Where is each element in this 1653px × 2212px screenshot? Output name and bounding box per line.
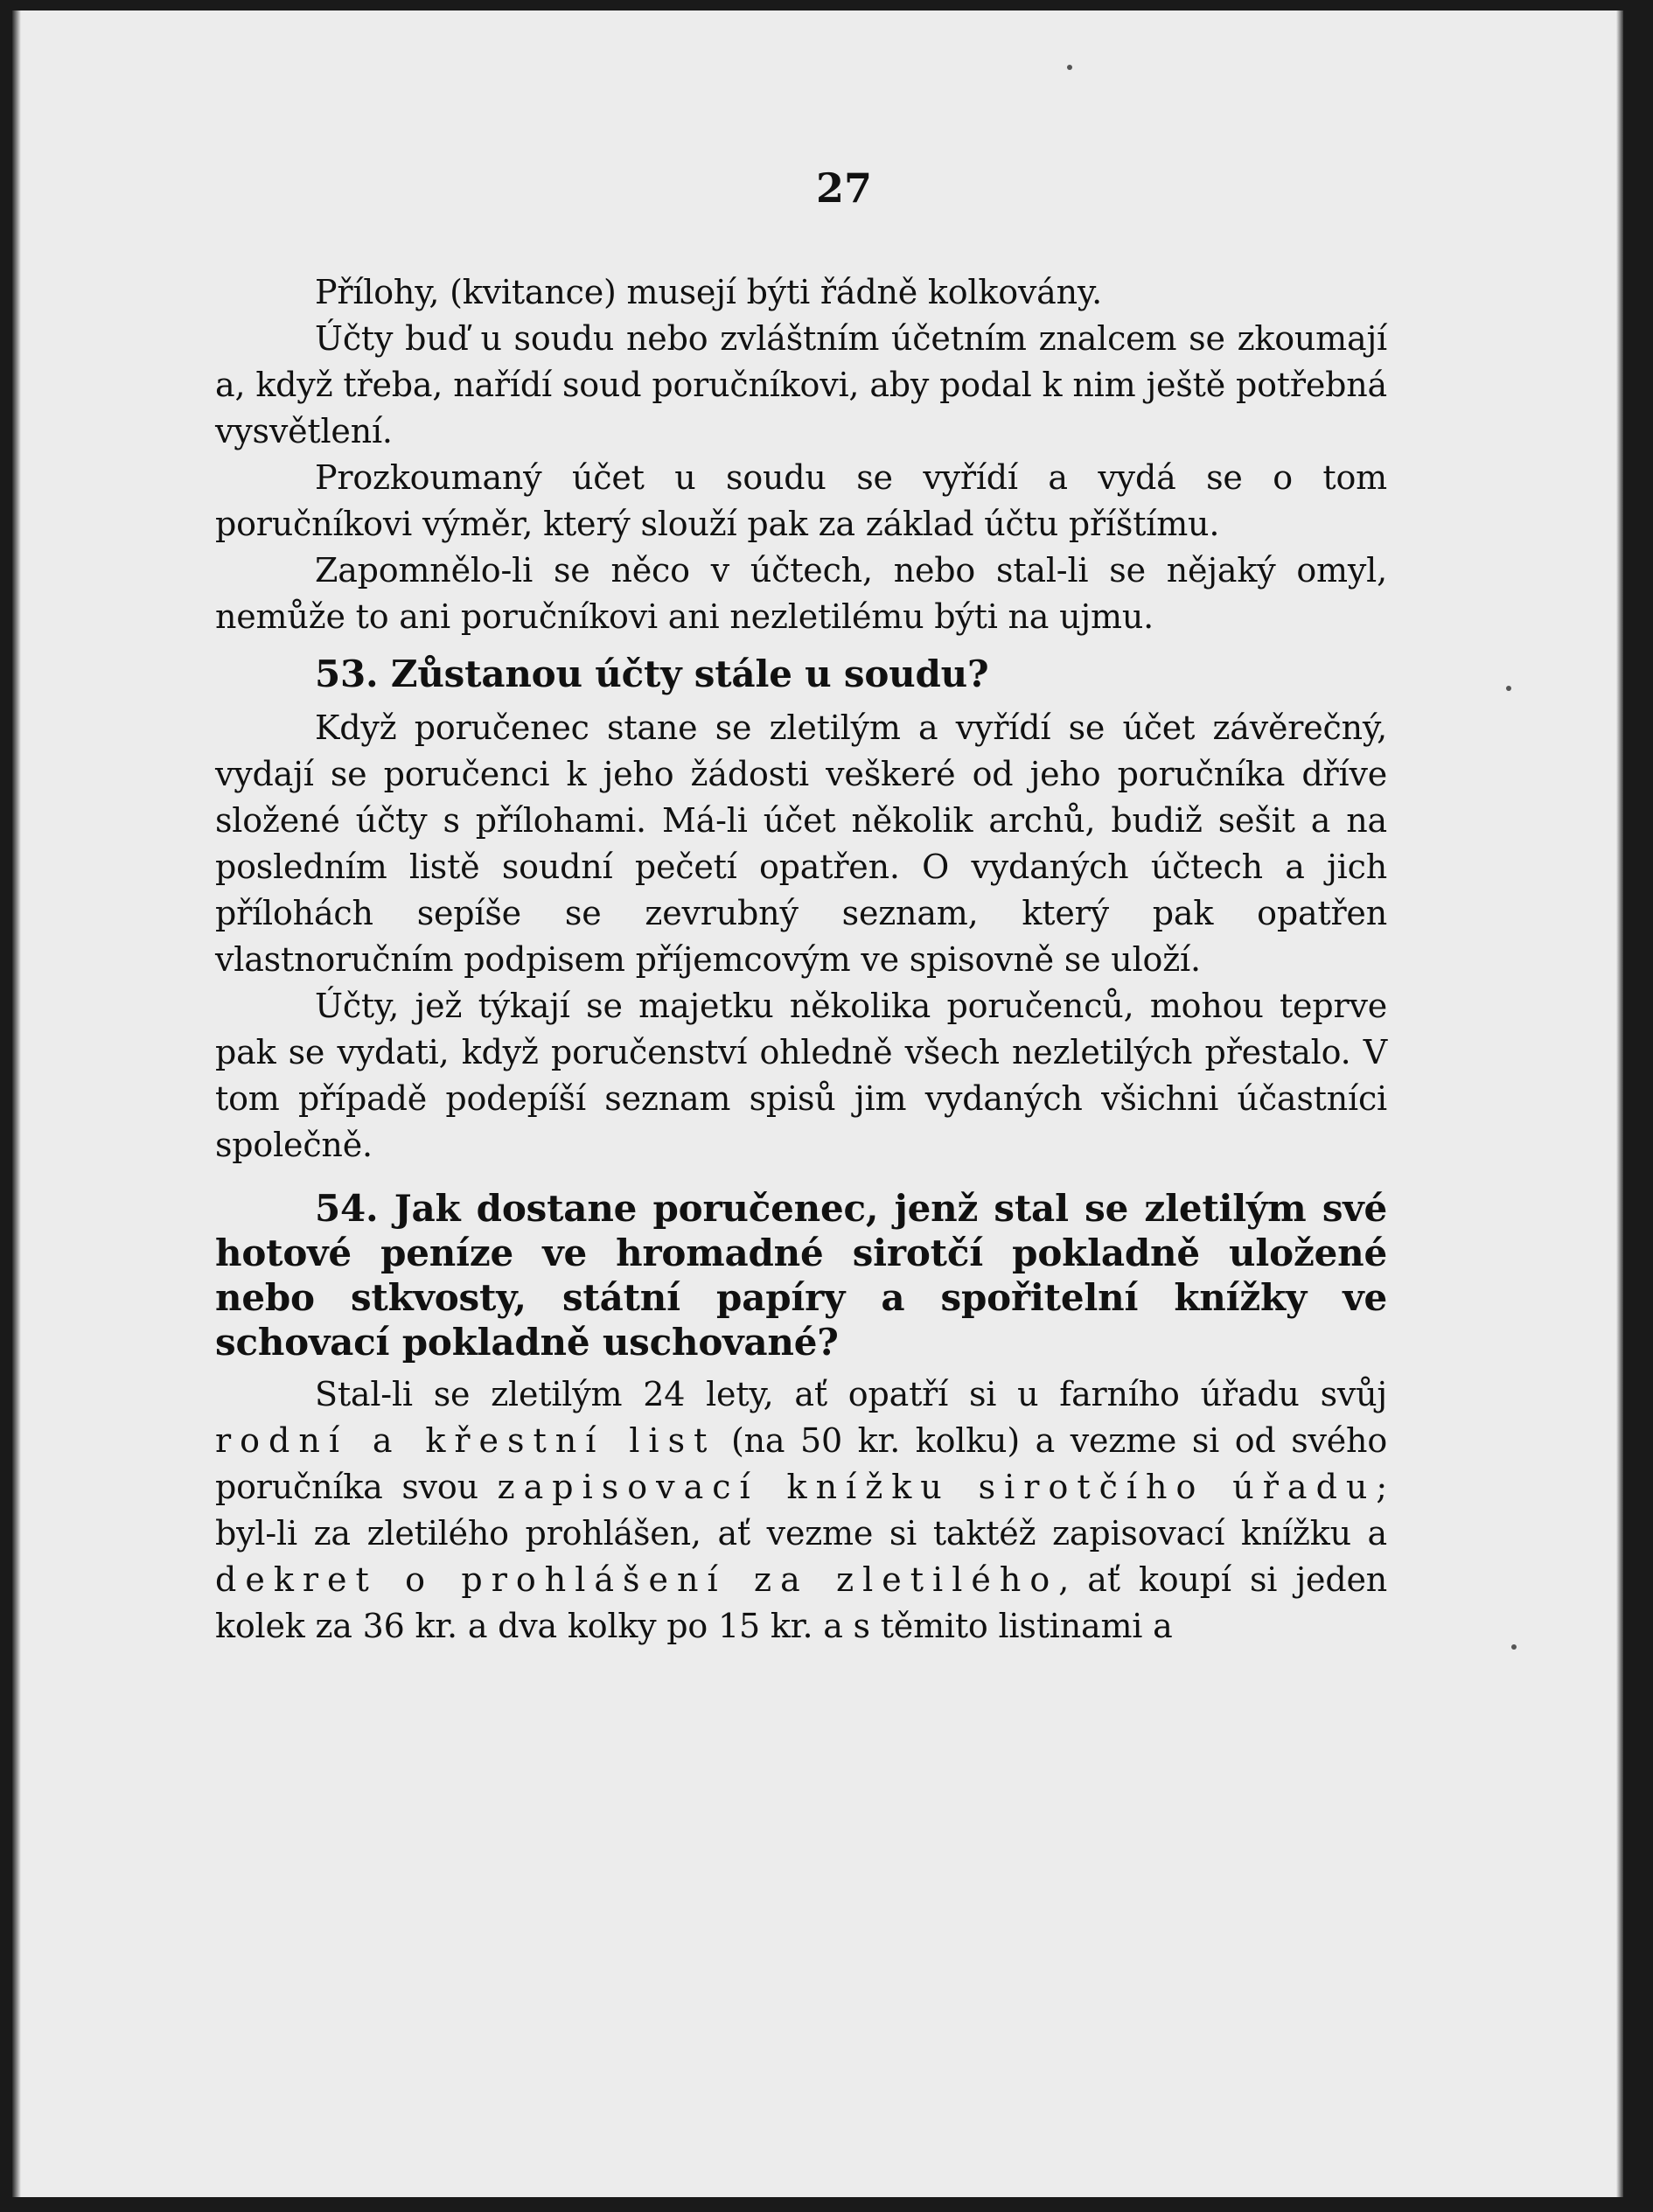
page-text <box>215 269 1387 1650</box>
text-run: , ať koupí si jeden kolek za 36 kr. a dva kolky po 15 kr. a s těmito listinami a <box>215 1560 1388 1645</box>
section-heading-54: 54. Jak dostane poručenec, jenž stal se zletilým své hotové peníze ve hromadné sirotčí pokladně uložené nebo stkvosty, státní papíry a spořitelní knížky ve schovací pokladně uschované? <box>215 1187 1387 1364</box>
paragraph: Přílohy, (kvitance) musejí býti řádně kolkovány. <box>315 273 1102 311</box>
paragraph: Zapomnělo-li se něco v účtech, nebo stal-li se nějaký omyl, nemůže to ani poručníkovi ani nezletilému býti na ujmu. <box>215 551 1387 636</box>
paragraph: Účty buď u soudu nebo zvláštním účetním znalcem se zkoumají a, když třeba, nařídí soud poručníkovi, aby podal k nim ještě potřebná vysvětlení. <box>215 319 1387 450</box>
paragraph: Účty, jež týkají se majetku několika poručenců, mohou teprve pak se vydati, když poručenství ohledně všech nezletilých přestalo. V tom případě podepíší seznam spisů jim vydaných všichni účastníci společně. <box>215 987 1387 1164</box>
spaced-text: rodní a křestní list <box>215 1421 716 1460</box>
print-speck <box>1511 1644 1517 1650</box>
page-right-edge <box>1616 10 1623 2197</box>
page-number: 27 <box>815 164 872 212</box>
text-run: Stal-li se zletilým 24 lety, ať opatří si u farního úřadu svůj <box>315 1375 1387 1413</box>
print-speck <box>1506 686 1511 691</box>
text-run: ; byl-li za zletilého prohlášen, ať vezme si taktéž zapisovací knížku a <box>215 1468 1387 1553</box>
spaced-text: dekret o prohlášení za zletilého <box>215 1560 1059 1599</box>
spaced-text: zapisovací knížku sirotčího úřadu <box>497 1468 1377 1506</box>
book-page <box>12 10 1623 2197</box>
paragraph: Prozkoumaný účet u soudu se vyřídí a vydá se o tom poručníkovi výměr, který slouží pak za základ účtu příštímu. <box>215 458 1387 543</box>
text-run: (na 50 kr. kolku) a vezme si od svého poručníka svou <box>215 1421 1388 1506</box>
page-left-edge <box>12 10 21 2197</box>
paragraph: Když poručenec stane se zletilým a vyřídí se účet závěrečný, vydají se poručenci k jeho žádosti veškeré od jeho poručníka dříve složené účty s přílohami. Má-li účet několik archů, budiž sešit a na posledním listě soudní pečetí opatřen. O vydaných účtech a jich přílohách sepíše se zevrubný seznam, který pak opatřen vlastnoručním podpisem příjemcovým ve spisovně se uloží. <box>215 708 1387 979</box>
print-speck <box>1067 65 1072 70</box>
paragraph <box>215 1371 1387 1650</box>
section-heading-53: 53. Zůstanou účty stále u soudu? <box>315 652 989 695</box>
